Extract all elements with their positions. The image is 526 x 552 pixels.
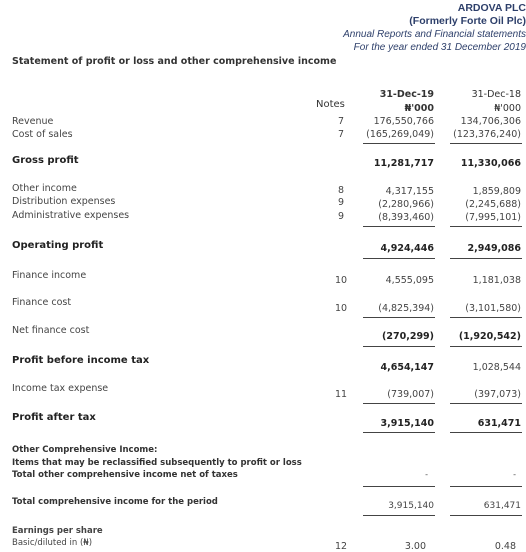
other-income-note: 8 xyxy=(337,185,345,196)
other-income-2018: 1,859,809 xyxy=(472,186,521,197)
rule xyxy=(450,317,522,318)
oci-total-2018: - xyxy=(513,470,516,479)
admin-note: 9 xyxy=(337,211,345,222)
operating-profit-2018: 2,949,086 xyxy=(467,243,521,254)
cost-of-sales-note: 7 xyxy=(337,129,345,140)
net-finance-cost-label: Net finance cost xyxy=(12,325,90,336)
net-finance-cost-2018: (1,920,542) xyxy=(458,331,521,342)
rule xyxy=(363,486,435,487)
finance-cost-label: Finance cost xyxy=(12,297,72,308)
cost-of-sales-2019: (165,269,049) xyxy=(366,129,434,140)
distribution-label: Distribution expenses xyxy=(12,196,116,207)
admin-2019: (8,393,460) xyxy=(378,212,434,223)
profit-before-tax-2018: 1,028,544 xyxy=(472,362,521,373)
operating-profit-label: Operating profit xyxy=(12,240,104,251)
income-tax-2019: (739,007) xyxy=(387,389,434,400)
income-tax-2018: (397,073) xyxy=(474,389,521,400)
revenue-2019: 176,550,766 xyxy=(373,116,434,127)
oci-heading: Other Comprehensive Income: xyxy=(12,445,158,455)
rule xyxy=(363,226,435,227)
rule xyxy=(363,403,435,404)
statement-title: Statement of profit or loss and other comprehensive income xyxy=(12,56,337,67)
former-name: (Formerly Forte Oil Plc) xyxy=(409,15,526,27)
rule xyxy=(450,143,522,144)
finance-income-note: 10 xyxy=(334,275,348,286)
oci-total-2019: - xyxy=(425,470,428,479)
finance-cost-2018: (3,101,580) xyxy=(465,303,521,314)
rule xyxy=(363,143,435,144)
eps-heading: Earnings per share xyxy=(12,526,103,536)
distribution-2019: (2,280,966) xyxy=(378,199,434,210)
profit-before-tax-label: Profit before income tax xyxy=(12,355,150,366)
net-finance-cost-2019: (270,299) xyxy=(382,331,434,342)
profit-after-tax-2019: 3,915,140 xyxy=(380,418,434,429)
profit-after-tax-label: Profit after tax xyxy=(12,412,96,423)
eps-note: 12 xyxy=(334,541,348,552)
rule xyxy=(450,432,522,433)
cost-of-sales-2018: (123,376,240) xyxy=(453,129,521,140)
gross-profit-label: Gross profit xyxy=(12,155,79,166)
col-2019-date: 31-Dec-19 xyxy=(379,89,434,100)
total-comprehensive-label: Total comprehensive income for the period xyxy=(12,497,218,507)
admin-label: Administrative expenses xyxy=(12,210,130,221)
oci-total-label: Total other comprehensive income net of taxes xyxy=(12,470,238,480)
eps-basic-label: Basic/diluted in (₦) xyxy=(12,538,93,548)
revenue-note: 7 xyxy=(337,116,345,127)
rule xyxy=(363,258,435,259)
finance-cost-note: 10 xyxy=(334,303,348,314)
total-comprehensive-2019: 3,915,140 xyxy=(388,501,434,511)
rule xyxy=(363,432,435,433)
rule xyxy=(450,226,522,227)
operating-profit-2019: 4,924,446 xyxy=(380,243,434,254)
revenue-label: Revenue xyxy=(12,116,54,127)
profit-before-tax-2019: 4,654,147 xyxy=(380,362,434,373)
col-2018-date: 31-Dec-18 xyxy=(471,89,521,100)
notes-column-header: Notes xyxy=(316,99,345,110)
rule xyxy=(450,486,522,487)
other-income-2019: 4,317,155 xyxy=(385,186,434,197)
rule xyxy=(450,515,522,516)
distribution-note: 9 xyxy=(337,197,345,208)
gross-profit-2018: 11,330,066 xyxy=(460,158,521,169)
distribution-2018: (2,245,688) xyxy=(465,199,521,210)
rule xyxy=(450,403,522,404)
income-tax-note: 11 xyxy=(334,389,348,400)
cost-of-sales-label: Cost of sales xyxy=(12,129,73,140)
rule xyxy=(363,317,435,318)
rule xyxy=(450,258,522,259)
rule xyxy=(450,346,522,347)
admin-2018: (7,995,101) xyxy=(465,212,521,223)
report-title: Annual Reports and Financial statements xyxy=(343,29,526,40)
company-name: ARDOVA PLC xyxy=(457,2,526,14)
total-comprehensive-2018: 631,471 xyxy=(483,501,521,511)
gross-profit-2019: 11,281,717 xyxy=(373,158,434,169)
finance-income-2019: 4,555,095 xyxy=(385,275,434,286)
col-2018-unit: ₦'000 xyxy=(494,103,521,114)
revenue-2018: 134,706,306 xyxy=(460,116,521,127)
other-income-label: Other income xyxy=(12,183,77,194)
oci-items-label: Items that may be reclassified subsequently to profit or loss xyxy=(12,458,302,468)
col-2019-unit: ₦'000 xyxy=(404,103,434,114)
eps-2019: 3.00 xyxy=(404,541,426,552)
income-tax-label: Income tax expense xyxy=(12,383,109,394)
rule xyxy=(363,346,435,347)
eps-2018: 0.48 xyxy=(494,541,516,552)
report-period: For the year ended 31 December 2019 xyxy=(353,42,526,53)
finance-cost-2019: (4,825,394) xyxy=(378,303,434,314)
finance-income-label: Finance income xyxy=(12,270,87,281)
finance-income-2018: 1,181,038 xyxy=(472,275,521,286)
profit-after-tax-2018: 631,471 xyxy=(477,418,521,429)
rule xyxy=(363,515,435,516)
